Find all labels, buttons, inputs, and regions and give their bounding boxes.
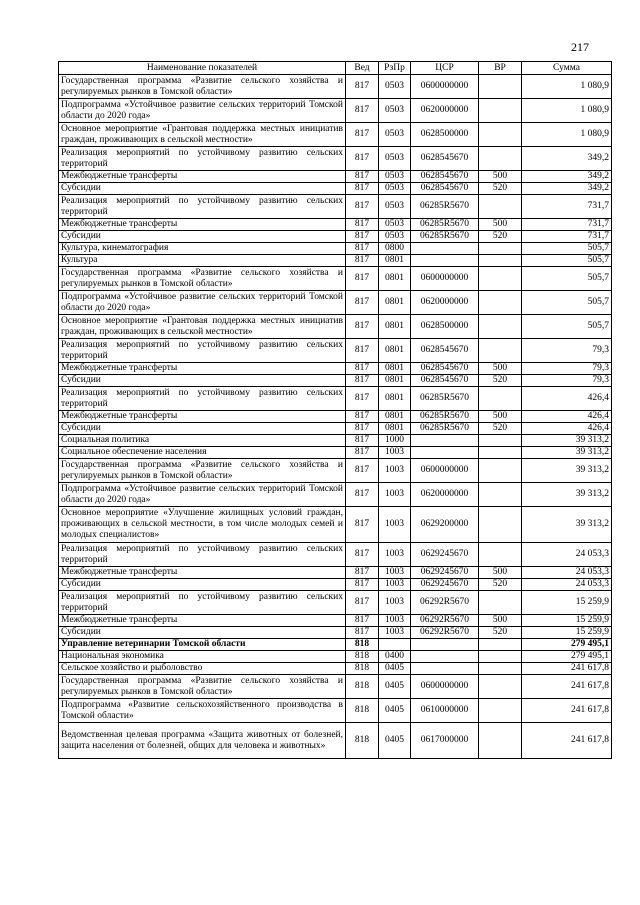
cell-rzpr: 1003 bbox=[379, 507, 411, 543]
cell-name: Управление ветеринарии Томской области bbox=[59, 639, 346, 651]
cell-vr bbox=[479, 291, 522, 315]
cell-vr bbox=[479, 243, 522, 255]
cell-sum: 505,7 bbox=[522, 243, 612, 255]
cell-name: Подпрограмма «Развитие сельскохозяйственного производства в Томской области» bbox=[59, 699, 346, 723]
cell-ved: 817 bbox=[346, 183, 379, 195]
cell-name: Реализация мероприятий по устойчивому развитию сельских территорий bbox=[59, 543, 346, 567]
cell-ved: 817 bbox=[346, 231, 379, 243]
cell-rzpr: 0503 bbox=[379, 231, 411, 243]
cell-sum: 79,3 bbox=[522, 339, 612, 363]
table-row bbox=[59, 267, 612, 291]
cell-vr bbox=[479, 387, 522, 411]
table-row bbox=[59, 339, 612, 363]
cell-vr: 500 bbox=[479, 411, 522, 423]
cell-csr: 0628500000 bbox=[411, 315, 479, 339]
table-row bbox=[59, 219, 612, 231]
cell-ved: 817 bbox=[346, 387, 379, 411]
cell-rzpr: 0405 bbox=[379, 675, 411, 699]
table-row bbox=[59, 315, 612, 339]
cell-csr: 06285R5670 bbox=[411, 231, 479, 243]
cell-rzpr: 0801 bbox=[379, 387, 411, 411]
cell-vr bbox=[479, 339, 522, 363]
cell-ved: 818 bbox=[346, 723, 379, 759]
cell-rzpr: 0503 bbox=[379, 75, 411, 99]
cell-name: Субсидии bbox=[59, 183, 346, 195]
cell-ved: 817 bbox=[346, 615, 379, 627]
cell-vr: 500 bbox=[479, 219, 522, 231]
cell-name: Межбюджетные трансферты bbox=[59, 411, 346, 423]
cell-rzpr: 0801 bbox=[379, 255, 411, 267]
cell-rzpr: 1003 bbox=[379, 591, 411, 615]
cell-rzpr: 0405 bbox=[379, 663, 411, 675]
table-row bbox=[59, 171, 612, 183]
cell-rzpr: 0405 bbox=[379, 723, 411, 759]
table-header-row bbox=[59, 62, 612, 75]
cell-vr bbox=[479, 255, 522, 267]
cell-ved: 818 bbox=[346, 639, 379, 651]
table-row bbox=[59, 147, 612, 171]
cell-vr bbox=[479, 459, 522, 483]
cell-ved: 817 bbox=[346, 591, 379, 615]
cell-csr: 0628545670 bbox=[411, 171, 479, 183]
cell-csr: 0628545670 bbox=[411, 147, 479, 171]
cell-name: Государственная программа «Развитие сельского хозяйства и регулируемых рынков в Томской области» bbox=[59, 267, 346, 291]
cell-csr: 0610000000 bbox=[411, 699, 479, 723]
cell-ved: 817 bbox=[346, 75, 379, 99]
table-row bbox=[59, 591, 612, 615]
cell-name: Подпрограмма «Устойчивое развитие сельских территорий Томской области до 2020 года» bbox=[59, 99, 346, 123]
cell-rzpr: 1003 bbox=[379, 459, 411, 483]
cell-rzpr: 0503 bbox=[379, 99, 411, 123]
cell-rzpr: 0405 bbox=[379, 699, 411, 723]
cell-csr: 0600000000 bbox=[411, 675, 479, 699]
table-row bbox=[59, 183, 612, 195]
cell-sum: 39 313,2 bbox=[522, 459, 612, 483]
cell-ved: 818 bbox=[346, 699, 379, 723]
cell-ved: 817 bbox=[346, 447, 379, 459]
cell-csr: 06292R5670 bbox=[411, 615, 479, 627]
cell-rzpr: 1003 bbox=[379, 543, 411, 567]
table-row bbox=[59, 255, 612, 267]
cell-sum: 24 053,3 bbox=[522, 567, 612, 579]
cell-name: Субсидии bbox=[59, 579, 346, 591]
cell-ved: 817 bbox=[346, 99, 379, 123]
cell-name: Подпрограмма «Устойчивое развитие сельских территорий Томской области до 2020 года» bbox=[59, 291, 346, 315]
cell-sum: 24 053,3 bbox=[522, 543, 612, 567]
cell-ved: 817 bbox=[346, 315, 379, 339]
cell-rzpr: 0400 bbox=[379, 651, 411, 663]
cell-vr: 520 bbox=[479, 231, 522, 243]
cell-vr: 520 bbox=[479, 423, 522, 435]
cell-sum: 426,4 bbox=[522, 387, 612, 411]
cell-csr: 06285R5670 bbox=[411, 411, 479, 423]
cell-csr: 0600000000 bbox=[411, 459, 479, 483]
cell-csr: 0620000000 bbox=[411, 99, 479, 123]
cell-sum: 279 495,1 bbox=[522, 639, 612, 651]
cell-vr bbox=[479, 123, 522, 147]
page-number: 217 bbox=[571, 40, 589, 54]
cell-sum: 1 080,9 bbox=[522, 123, 612, 147]
cell-sum: 24 053,3 bbox=[522, 579, 612, 591]
header-sum: Сумма bbox=[522, 62, 612, 75]
cell-csr: 0617000000 bbox=[411, 723, 479, 759]
cell-rzpr: 1003 bbox=[379, 579, 411, 591]
cell-rzpr: 1003 bbox=[379, 567, 411, 579]
cell-rzpr: 1003 bbox=[379, 615, 411, 627]
cell-sum: 505,7 bbox=[522, 315, 612, 339]
cell-name: Субсидии bbox=[59, 423, 346, 435]
cell-name: Государственная программа «Развитие сельского хозяйства и регулируемых рынков в Томской области» bbox=[59, 675, 346, 699]
cell-vr: 500 bbox=[479, 171, 522, 183]
cell-csr bbox=[411, 243, 479, 255]
cell-vr bbox=[479, 435, 522, 447]
cell-ved: 817 bbox=[346, 123, 379, 147]
cell-name: Реализация мероприятий по устойчивому развитию сельских территорий bbox=[59, 339, 346, 363]
cell-name: Реализация мероприятий по устойчивому развитию сельских территорий bbox=[59, 195, 346, 219]
table-row bbox=[59, 435, 612, 447]
cell-csr bbox=[411, 447, 479, 459]
cell-ved: 817 bbox=[346, 543, 379, 567]
table-row bbox=[59, 123, 612, 147]
table-row bbox=[59, 231, 612, 243]
cell-csr: 06285R5670 bbox=[411, 195, 479, 219]
cell-csr: 0629245670 bbox=[411, 543, 479, 567]
cell-ved: 817 bbox=[346, 363, 379, 375]
cell-ved: 817 bbox=[346, 267, 379, 291]
table-row bbox=[59, 639, 612, 651]
table-row bbox=[59, 615, 612, 627]
cell-sum: 15 259,9 bbox=[522, 615, 612, 627]
cell-ved: 817 bbox=[346, 255, 379, 267]
table-row bbox=[59, 447, 612, 459]
table-row bbox=[59, 567, 612, 579]
cell-vr bbox=[479, 75, 522, 99]
cell-name: Государственная программа «Развитие сельского хозяйства и регулируемых рынков в Томской области» bbox=[59, 459, 346, 483]
cell-name: Социальная политика bbox=[59, 435, 346, 447]
cell-vr bbox=[479, 483, 522, 507]
table-body bbox=[59, 75, 612, 759]
cell-name: Культура bbox=[59, 255, 346, 267]
cell-name: Основное мероприятие «Улучшение жилищных условий граждан, проживающих в сельской местности, в том числе молодых семей и молодых специалистов» bbox=[59, 507, 346, 543]
cell-csr: 0628545670 bbox=[411, 375, 479, 387]
cell-vr bbox=[479, 147, 522, 171]
header-name: Наименование показателей bbox=[59, 62, 346, 75]
cell-vr: 520 bbox=[479, 579, 522, 591]
table-row bbox=[59, 423, 612, 435]
table-row bbox=[59, 459, 612, 483]
cell-vr bbox=[479, 195, 522, 219]
cell-vr bbox=[479, 723, 522, 759]
cell-csr: 0629200000 bbox=[411, 507, 479, 543]
table-row bbox=[59, 483, 612, 507]
cell-vr bbox=[479, 639, 522, 651]
cell-csr: 0600000000 bbox=[411, 267, 479, 291]
cell-sum: 241 617,8 bbox=[522, 663, 612, 675]
cell-rzpr: 0503 bbox=[379, 147, 411, 171]
cell-name: Основное мероприятие «Грантовая поддержка местных инициатив граждан, проживающих в сельской местности» bbox=[59, 123, 346, 147]
cell-vr: 500 bbox=[479, 567, 522, 579]
cell-sum: 505,7 bbox=[522, 267, 612, 291]
cell-name: Межбюджетные трансферты bbox=[59, 567, 346, 579]
cell-ved: 817 bbox=[346, 459, 379, 483]
cell-name: Субсидии bbox=[59, 627, 346, 639]
cell-sum: 1 080,9 bbox=[522, 75, 612, 99]
cell-csr bbox=[411, 663, 479, 675]
cell-rzpr: 1003 bbox=[379, 627, 411, 639]
cell-sum: 426,4 bbox=[522, 411, 612, 423]
cell-rzpr: 1003 bbox=[379, 483, 411, 507]
cell-ved: 817 bbox=[346, 507, 379, 543]
cell-name: Межбюджетные трансферты bbox=[59, 171, 346, 183]
cell-csr: 0628545670 bbox=[411, 183, 479, 195]
cell-sum: 279 495,1 bbox=[522, 651, 612, 663]
cell-ved: 817 bbox=[346, 375, 379, 387]
cell-name: Социальное обеспечение населения bbox=[59, 447, 346, 459]
cell-rzpr: 0503 bbox=[379, 123, 411, 147]
cell-ved: 817 bbox=[346, 171, 379, 183]
cell-name: Основное мероприятие «Грантовая поддержка местных инициатив граждан, проживающих в сельской местности» bbox=[59, 315, 346, 339]
cell-name: Культура, кинематография bbox=[59, 243, 346, 255]
cell-name: Межбюджетные трансферты bbox=[59, 219, 346, 231]
table-row bbox=[59, 75, 612, 99]
cell-sum: 39 313,2 bbox=[522, 435, 612, 447]
cell-sum: 349,2 bbox=[522, 183, 612, 195]
cell-name: Государственная программа «Развитие сельского хозяйства и регулируемых рынков в Томской области» bbox=[59, 75, 346, 99]
cell-rzpr bbox=[379, 639, 411, 651]
cell-vr: 520 bbox=[479, 375, 522, 387]
cell-sum: 731,7 bbox=[522, 195, 612, 219]
cell-rzpr: 0801 bbox=[379, 291, 411, 315]
cell-rzpr: 0801 bbox=[379, 375, 411, 387]
table-row bbox=[59, 675, 612, 699]
cell-sum: 505,7 bbox=[522, 291, 612, 315]
cell-ved: 817 bbox=[346, 483, 379, 507]
cell-rzpr: 0801 bbox=[379, 339, 411, 363]
cell-sum: 39 313,2 bbox=[522, 507, 612, 543]
cell-csr bbox=[411, 651, 479, 663]
table-row bbox=[59, 543, 612, 567]
cell-rzpr: 1003 bbox=[379, 447, 411, 459]
table-row bbox=[59, 579, 612, 591]
cell-rzpr: 0503 bbox=[379, 171, 411, 183]
cell-ved: 817 bbox=[346, 567, 379, 579]
cell-csr: 06292R5670 bbox=[411, 591, 479, 615]
cell-ved: 817 bbox=[346, 339, 379, 363]
cell-csr: 0628500000 bbox=[411, 123, 479, 147]
cell-ved: 817 bbox=[346, 627, 379, 639]
table-row bbox=[59, 195, 612, 219]
cell-name: Национальная экономика bbox=[59, 651, 346, 663]
cell-vr bbox=[479, 99, 522, 123]
cell-vr: 520 bbox=[479, 627, 522, 639]
cell-vr bbox=[479, 675, 522, 699]
cell-vr bbox=[479, 507, 522, 543]
cell-ved: 817 bbox=[346, 147, 379, 171]
header-rzpr: РзПр bbox=[379, 62, 411, 75]
cell-sum: 505,7 bbox=[522, 255, 612, 267]
cell-name: Реализация мероприятий по устойчивому развитию сельских территорий bbox=[59, 387, 346, 411]
cell-csr: 0620000000 bbox=[411, 483, 479, 507]
cell-ved: 818 bbox=[346, 663, 379, 675]
cell-name: Подпрограмма «Устойчивое развитие сельских территорий Томской области до 2020 года» bbox=[59, 483, 346, 507]
cell-sum: 349,2 bbox=[522, 147, 612, 171]
cell-ved: 818 bbox=[346, 651, 379, 663]
cell-csr: 0628545670 bbox=[411, 339, 479, 363]
cell-rzpr: 0801 bbox=[379, 267, 411, 291]
cell-name: Межбюджетные трансферты bbox=[59, 615, 346, 627]
cell-name: Ведомственная целевая программа «Защита животных от болезней, защита населения от болезней, общих для человека и животных» bbox=[59, 723, 346, 759]
cell-ved: 817 bbox=[346, 219, 379, 231]
table-row bbox=[59, 663, 612, 675]
table-row bbox=[59, 387, 612, 411]
cell-vr bbox=[479, 651, 522, 663]
cell-rzpr: 0503 bbox=[379, 183, 411, 195]
table-row bbox=[59, 507, 612, 543]
cell-csr: 06292R5670 bbox=[411, 627, 479, 639]
cell-vr bbox=[479, 663, 522, 675]
cell-sum: 241 617,8 bbox=[522, 699, 612, 723]
cell-vr: 520 bbox=[479, 183, 522, 195]
table-row bbox=[59, 99, 612, 123]
cell-sum: 39 313,2 bbox=[522, 447, 612, 459]
cell-rzpr: 0801 bbox=[379, 411, 411, 423]
cell-vr bbox=[479, 267, 522, 291]
header-ved: Вед bbox=[346, 62, 379, 75]
cell-csr: 06285R5670 bbox=[411, 423, 479, 435]
cell-sum: 15 259,9 bbox=[522, 591, 612, 615]
cell-ved: 817 bbox=[346, 435, 379, 447]
cell-sum: 731,7 bbox=[522, 219, 612, 231]
cell-csr bbox=[411, 639, 479, 651]
cell-name: Реализация мероприятий по устойчивому развитию сельских территорий bbox=[59, 147, 346, 171]
cell-sum: 79,3 bbox=[522, 375, 612, 387]
table-row bbox=[59, 627, 612, 639]
cell-csr: 0628545670 bbox=[411, 363, 479, 375]
cell-vr: 500 bbox=[479, 615, 522, 627]
header-csr: ЦСР bbox=[411, 62, 479, 75]
cell-csr: 0620000000 bbox=[411, 291, 479, 315]
cell-vr bbox=[479, 591, 522, 615]
cell-sum: 241 617,8 bbox=[522, 675, 612, 699]
cell-ved: 817 bbox=[346, 195, 379, 219]
cell-csr: 0629245670 bbox=[411, 579, 479, 591]
cell-sum: 241 617,8 bbox=[522, 723, 612, 759]
cell-vr bbox=[479, 699, 522, 723]
cell-csr: 06285R5670 bbox=[411, 219, 479, 231]
cell-vr: 500 bbox=[479, 363, 522, 375]
cell-rzpr: 0503 bbox=[379, 195, 411, 219]
cell-sum: 349,2 bbox=[522, 171, 612, 183]
cell-rzpr: 0801 bbox=[379, 315, 411, 339]
cell-ved: 817 bbox=[346, 243, 379, 255]
cell-name: Субсидии bbox=[59, 231, 346, 243]
cell-rzpr: 0801 bbox=[379, 363, 411, 375]
cell-csr: 0600000000 bbox=[411, 75, 479, 99]
cell-csr bbox=[411, 255, 479, 267]
cell-sum: 15 259,9 bbox=[522, 627, 612, 639]
cell-csr bbox=[411, 435, 479, 447]
table-row bbox=[59, 291, 612, 315]
cell-rzpr: 0801 bbox=[379, 423, 411, 435]
cell-ved: 817 bbox=[346, 579, 379, 591]
cell-sum: 426,4 bbox=[522, 423, 612, 435]
cell-vr bbox=[479, 543, 522, 567]
cell-name: Субсидии bbox=[59, 375, 346, 387]
table-row bbox=[59, 363, 612, 375]
cell-rzpr: 0800 bbox=[379, 243, 411, 255]
table-row bbox=[59, 243, 612, 255]
cell-csr: 0629245670 bbox=[411, 567, 479, 579]
cell-name: Межбюджетные трансферты bbox=[59, 363, 346, 375]
cell-name: Сельское хозяйство и рыболовство bbox=[59, 663, 346, 675]
cell-sum: 39 313,2 bbox=[522, 483, 612, 507]
cell-ved: 817 bbox=[346, 291, 379, 315]
header-vr: ВР bbox=[479, 62, 522, 75]
table-row bbox=[59, 699, 612, 723]
cell-rzpr: 1000 bbox=[379, 435, 411, 447]
cell-sum: 79,3 bbox=[522, 363, 612, 375]
cell-name: Реализация мероприятий по устойчивому развитию сельских территорий bbox=[59, 591, 346, 615]
cell-sum: 731,7 bbox=[522, 231, 612, 243]
cell-ved: 817 bbox=[346, 423, 379, 435]
budget-table bbox=[58, 61, 612, 759]
cell-rzpr: 0503 bbox=[379, 219, 411, 231]
cell-ved: 817 bbox=[346, 411, 379, 423]
cell-sum: 1 080,9 bbox=[522, 99, 612, 123]
table-row bbox=[59, 651, 612, 663]
cell-ved: 818 bbox=[346, 675, 379, 699]
cell-csr: 06285R5670 bbox=[411, 387, 479, 411]
cell-vr bbox=[479, 315, 522, 339]
cell-vr bbox=[479, 447, 522, 459]
table-row bbox=[59, 723, 612, 759]
table-row bbox=[59, 411, 612, 423]
table-row bbox=[59, 375, 612, 387]
